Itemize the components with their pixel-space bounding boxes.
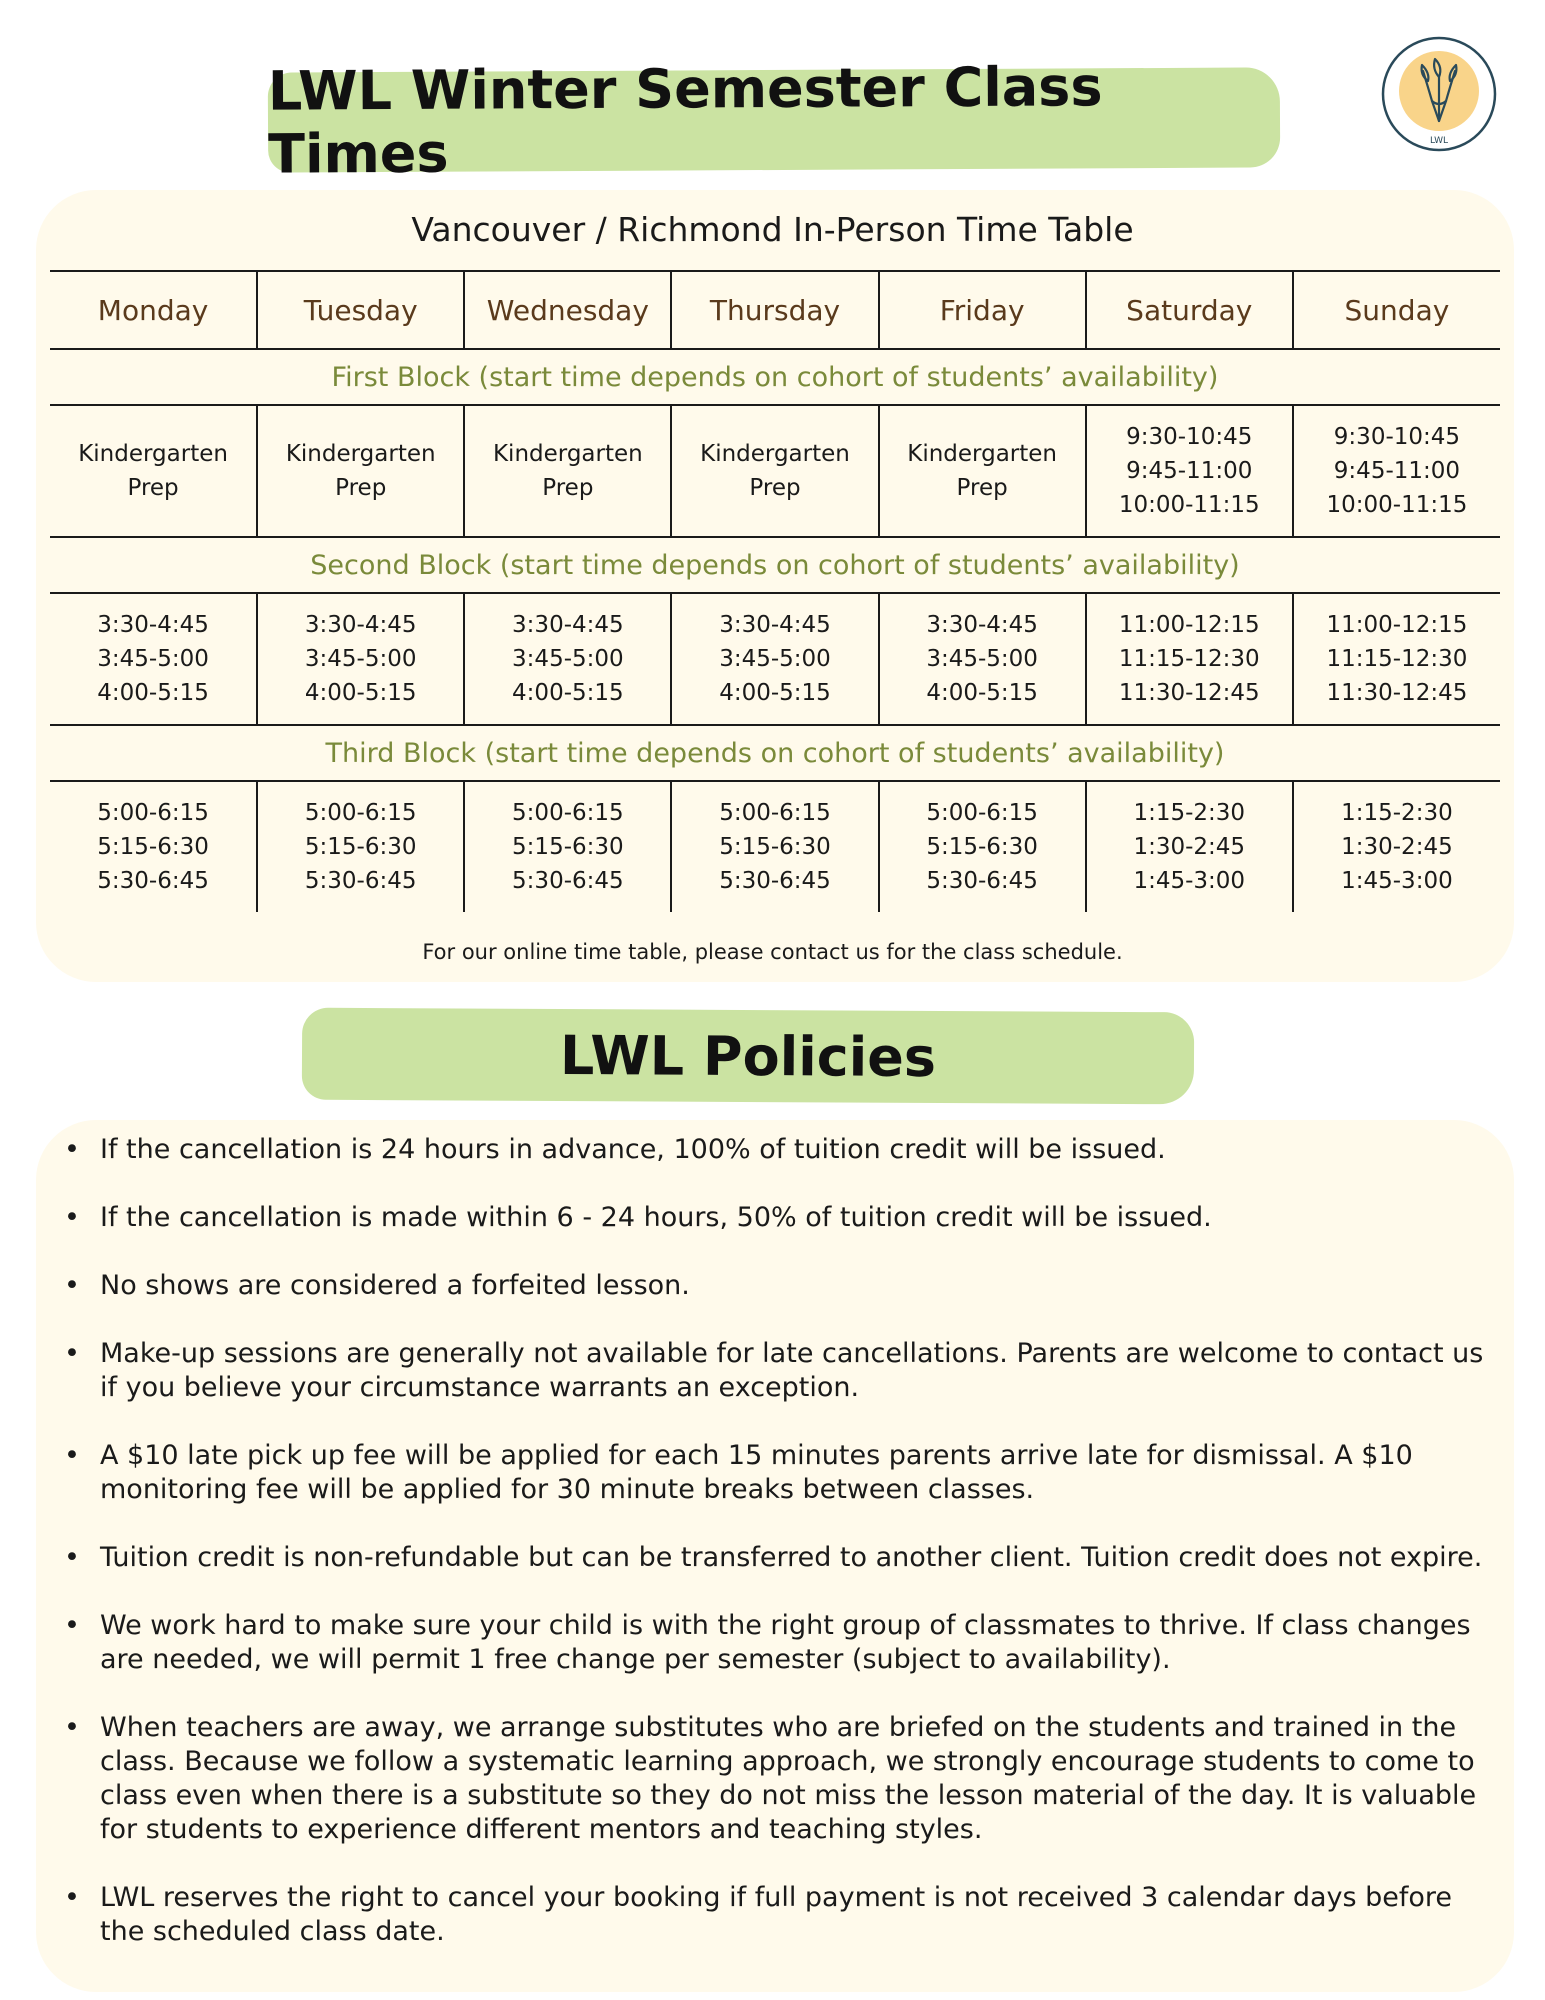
slot-line: 3:30-4:45: [304, 612, 417, 638]
block-label-row: [50, 349, 1500, 405]
slot-line: 5:15-6:30: [97, 834, 209, 860]
slot-line: 9:30-10:45: [1333, 424, 1461, 450]
slot-line: 1:15-2:30: [1133, 800, 1246, 826]
slot-line: 1:45-3:00: [1341, 868, 1453, 894]
slot-line: 3:30-4:45: [97, 612, 209, 638]
time-slot-cell: [671, 781, 878, 912]
day-header: Saturday: [1086, 271, 1293, 349]
time-slot-cell: [257, 593, 464, 725]
timetable-subtitle: Vancouver / Richmond In-Person Time Table: [411, 210, 1134, 249]
time-slot-cell: [1086, 593, 1293, 725]
slot-line: 1:30-2:45: [1341, 834, 1453, 860]
day-header: Wednesday: [464, 271, 671, 349]
slot-line: 4:00-5:15: [512, 680, 624, 706]
slot-line: 5:15-6:30: [719, 834, 831, 860]
time-slot-cell: [1293, 593, 1500, 725]
day-header: Monday: [50, 271, 257, 349]
time-slot-cell: [1293, 781, 1500, 912]
slot-line: 4:00-5:15: [926, 680, 1038, 706]
time-slot-cell: [464, 593, 671, 725]
time-slot-cell: [1086, 781, 1293, 912]
time-slot-cell: [257, 405, 464, 537]
slot-line: Prep: [335, 475, 387, 501]
time-slot-cell: [879, 781, 1086, 912]
block-label: Third Block (start time depends on cohort of students’ availability): [50, 725, 1500, 781]
time-slot-cell: [671, 405, 878, 537]
time-slot-cell: [879, 405, 1086, 537]
slot-line: Kindergarten: [907, 441, 1057, 467]
slot-line: 9:45-11:00: [1126, 458, 1253, 484]
slot-line: 3:30-4:45: [719, 612, 831, 638]
time-slot-cell: [879, 593, 1086, 725]
policies-banner: [302, 1008, 1194, 1105]
slot-line: 5:30-6:45: [719, 868, 831, 894]
slot-line: 11:00-12:15: [1326, 612, 1468, 638]
time-slot-cell: [50, 593, 257, 725]
policy-item: • If the cancellation is 24 hours in advance, 100% of tuition credit will be issued.: [60, 1133, 1500, 1167]
slot-line: 5:15-6:30: [926, 834, 1038, 860]
slot-line: 1:15-2:30: [1341, 800, 1453, 826]
slot-line: 4:00-5:15: [304, 680, 417, 706]
slot-line: 9:30-10:45: [1126, 424, 1253, 450]
slot-line: 3:45-5:00: [512, 646, 624, 672]
slot-line: 5:00-6:15: [304, 800, 417, 826]
slot-line: 5:00-6:15: [926, 800, 1038, 826]
lwl-logo: [1380, 35, 1498, 153]
slot-line: Prep: [542, 475, 594, 501]
day-header: Friday: [879, 271, 1086, 349]
slot-line: 9:45-11:00: [1333, 458, 1461, 484]
slot-line: 3:45-5:00: [304, 646, 417, 672]
timetable-footnote: For our online time table, please contact us for the class schedule.: [422, 940, 1123, 964]
slot-line: 11:00-12:15: [1118, 612, 1260, 638]
slot-line: 3:30-4:45: [512, 612, 624, 638]
policy-item: • When teachers are away, we arrange substitutes who are briefed on the students and trained in the class. Because we follow a systematic learning approach, we strongly encourage students to come to class even when there is a substitute so they do not miss the lesson material of the day. It is valuable for students to experience different mentors and teaching styles.: [60, 1711, 1500, 1847]
timetable: [50, 270, 1500, 912]
time-slot-row: [50, 593, 1500, 725]
slot-line: 5:15-6:30: [512, 834, 624, 860]
slot-line: 5:30-6:45: [926, 868, 1038, 894]
slot-line: 5:15-6:30: [304, 834, 417, 860]
time-slot-row: [50, 781, 1500, 912]
slot-line: Kindergarten: [78, 441, 228, 467]
time-slot-cell: [464, 405, 671, 537]
block-label-row: [50, 537, 1500, 593]
day-header: Sunday: [1293, 271, 1500, 349]
slot-line: 11:15-12:30: [1326, 646, 1468, 672]
slot-line: 11:30-12:45: [1326, 680, 1468, 706]
slot-line: Kindergarten: [285, 441, 436, 467]
slot-line: 11:30-12:45: [1118, 680, 1260, 706]
day-header: Thursday: [671, 271, 878, 349]
block-label: First Block (start time depends on cohort of students’ availability): [50, 349, 1500, 405]
time-slot-cell: [1086, 405, 1293, 537]
slot-line: Prep: [749, 475, 801, 501]
slot-line: 4:00-5:15: [97, 680, 209, 706]
slot-line: Prep: [956, 475, 1008, 501]
slot-line: 1:30-2:45: [1133, 834, 1246, 860]
time-slot-cell: [1293, 405, 1500, 537]
block-label: Second Block (start time depends on cohort of students’ availability): [50, 537, 1500, 593]
time-slot-cell: [50, 405, 257, 537]
block-label-row: [50, 725, 1500, 781]
policy-item: • No shows are considered a forfeited lesson.: [60, 1269, 1500, 1303]
page-title: LWL Winter Semester Class Times: [267, 55, 1103, 186]
slot-line: 3:45-5:00: [926, 646, 1038, 672]
slot-line: 10:00-11:15: [1118, 492, 1260, 518]
time-slot-cell: [671, 593, 878, 725]
policy-item: • We work hard to make sure your child is with the right group of classmates to thrive. If class changes are needed, we will permit 1 free change per semester (subject to availability).: [60, 1609, 1500, 1677]
policy-item: • LWL reserves the right to cancel your booking if full payment is not received 3 calendar days before the scheduled class date.: [60, 1881, 1500, 1949]
policies-title: LWL Policies: [559, 1023, 937, 1089]
slot-line: 3:30-4:45: [926, 612, 1038, 638]
policy-item: • Make-up sessions are generally not available for late cancellations. Parents are welcome to contact us if you believe your circumstance warrants an exception.: [60, 1337, 1500, 1405]
day-header: Tuesday: [257, 271, 464, 349]
slot-line: Prep: [127, 475, 179, 501]
slot-line: 5:00-6:15: [719, 800, 831, 826]
logo-text: LWL: [1429, 136, 1449, 146]
slot-line: Kindergarten: [492, 441, 643, 467]
slot-line: 3:45-5:00: [97, 646, 209, 672]
slot-line: 5:30-6:45: [97, 868, 209, 894]
title-banner: [267, 55, 1281, 186]
slot-line: 3:45-5:00: [719, 646, 831, 672]
time-slot-cell: [50, 781, 257, 912]
slot-line: 1:45-3:00: [1133, 868, 1246, 894]
slot-line: Kindergarten: [700, 441, 850, 467]
policies-list: [60, 1133, 1500, 1983]
slot-line: 5:30-6:45: [304, 868, 417, 894]
time-slot-cell: [257, 781, 464, 912]
policy-item: • Tuition credit is non-refundable but can be transferred to another client. Tuition credit does not expire.: [60, 1541, 1500, 1575]
slot-line: 4:00-5:15: [719, 680, 831, 706]
slot-line: 5:30-6:45: [512, 868, 624, 894]
policy-item: • If the cancellation is made within 6 - 24 hours, 50% of tuition credit will be issued.: [60, 1201, 1500, 1235]
slot-line: 11:15-12:30: [1118, 646, 1260, 672]
slot-line: 5:00-6:15: [97, 800, 209, 826]
slot-line: 5:00-6:15: [512, 800, 624, 826]
policy-item: • A $10 late pick up fee will be applied for each 15 minutes parents arrive late for dismissal. A $10 monitoring fee will be applied for 30 minute breaks between classes.: [60, 1439, 1500, 1507]
day-header-row: [50, 271, 1500, 349]
slot-line: 10:00-11:15: [1326, 492, 1468, 518]
time-slot-cell: [464, 781, 671, 912]
time-slot-row: [50, 405, 1500, 537]
